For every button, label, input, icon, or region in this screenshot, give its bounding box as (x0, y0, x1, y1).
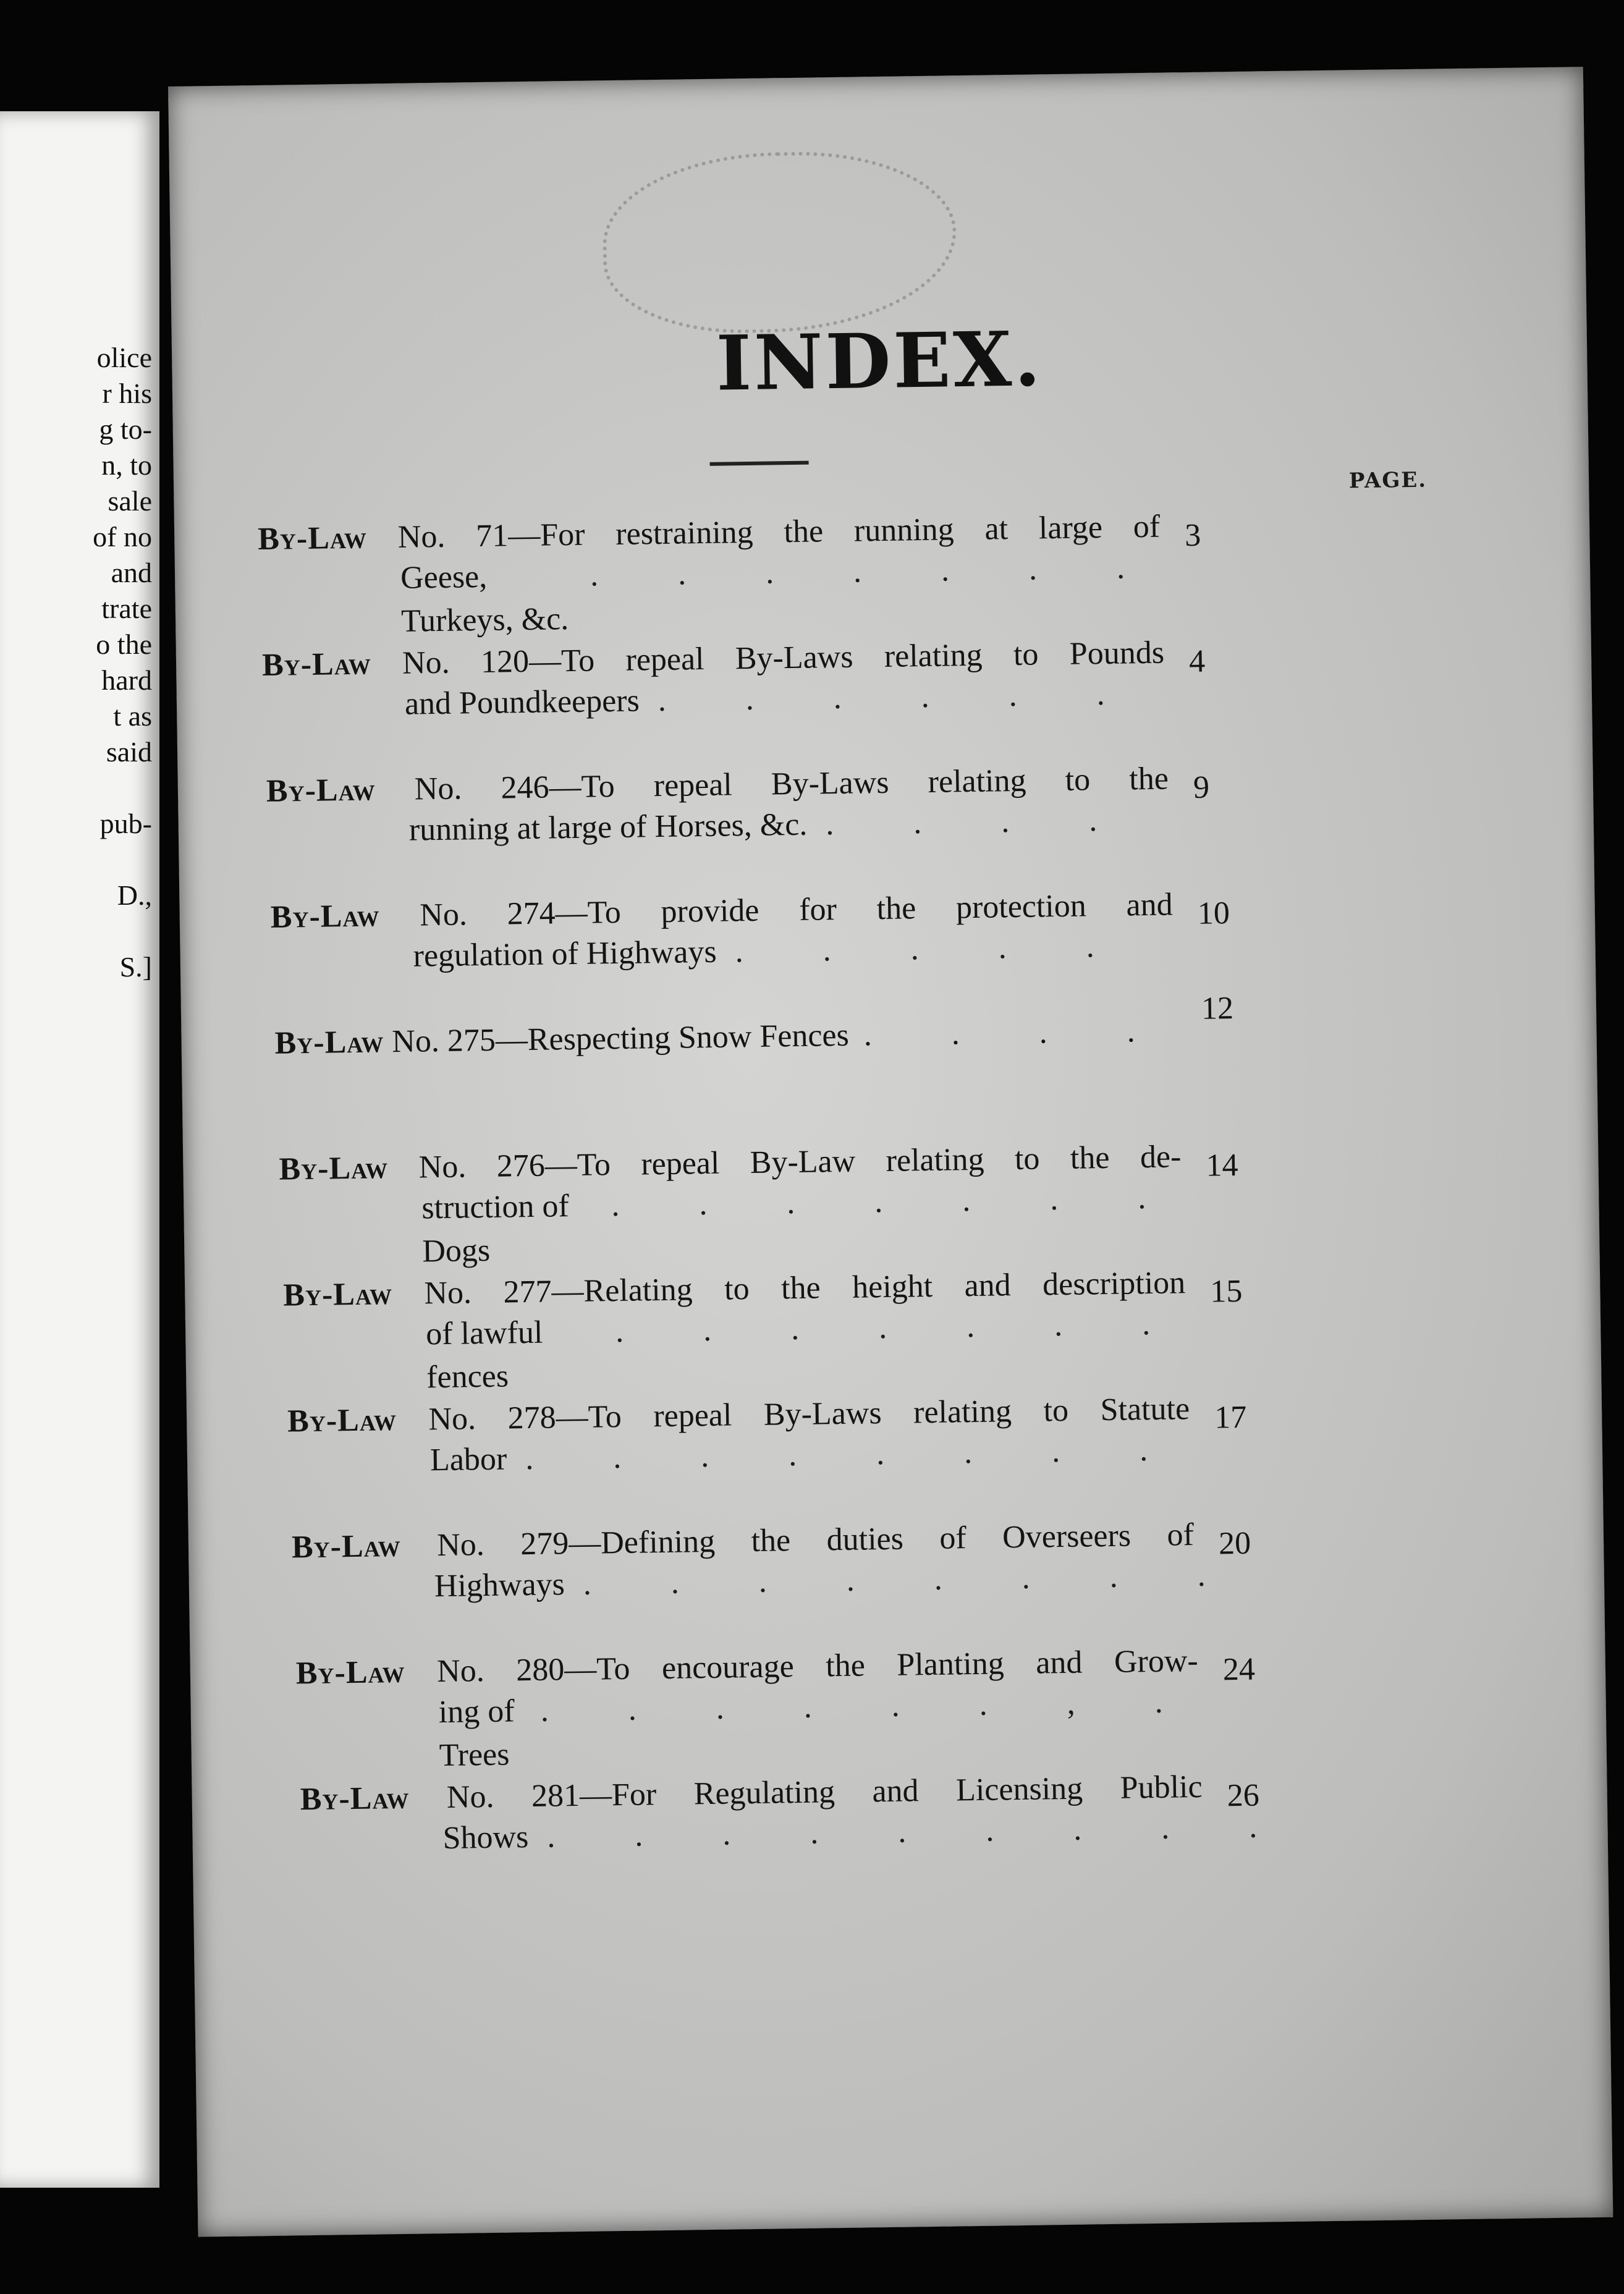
entry-continuation: Labor (429, 1441, 507, 1478)
entry-title: No. 281—For Regulating and Licensing Public (446, 1769, 1203, 1815)
entry-title: No. 120—To repeal By-Laws relating to Pounds (402, 635, 1165, 681)
entry-title: No. 277—Relating to the height and description (424, 1265, 1186, 1311)
index-entry (300, 1763, 1364, 1904)
page-number: 15 (1209, 1273, 1243, 1310)
entry-title: No. 278—To repeal By-Laws relating to Statute (428, 1391, 1190, 1437)
index-entry (287, 1385, 1360, 1526)
page-number: 3 (1184, 517, 1201, 554)
entry-continuation: struction of Dogs (421, 1188, 570, 1269)
page-column-label: PAGE. (1348, 467, 1427, 494)
index-entry (292, 1511, 1361, 1652)
facing-page-line: olice (96, 342, 152, 373)
bylaw-label: By-Law (274, 1024, 384, 1061)
facing-page-line: g to- (99, 413, 152, 445)
entry-continuation-line (421, 1176, 1183, 1273)
bylaw-label: By-Law (291, 1528, 402, 1565)
facing-page (0, 111, 159, 2188)
entry-continuation: Shows (442, 1819, 529, 1856)
dot-leader: . . . . . (735, 928, 1130, 970)
index-entry (274, 991, 1354, 1148)
dot-leader: . . . . (863, 1013, 1172, 1053)
water-stain (602, 150, 958, 335)
page-number: 14 (1206, 1147, 1238, 1183)
entry-continuation: of lawful fences (425, 1314, 543, 1395)
entry-title: No. 246—To repeal By-Laws relating to the (414, 761, 1169, 807)
bylaw-label: By-Law (266, 772, 376, 809)
index-entry (258, 502, 1347, 644)
index-entry (295, 1637, 1363, 1778)
facing-page-line (93, 913, 152, 949)
page-number: 26 (1227, 1777, 1260, 1814)
page-number: 20 (1218, 1525, 1251, 1562)
facing-page-line: said (106, 736, 152, 768)
facing-page-line (93, 770, 152, 806)
entry-title: No. 274—To provide for the protection and (419, 887, 1174, 933)
entry-title: No. 280—To encourage the Planting and Grow- (436, 1643, 1199, 1690)
entry-continuation: and Poundkeepers (404, 683, 640, 722)
index-page (168, 67, 1613, 2237)
dot-leader: . . . . . . . (615, 1306, 1186, 1350)
page-number: 9 (1193, 769, 1210, 805)
entry-continuation-line (426, 1302, 1187, 1399)
facing-page-line: and (111, 557, 152, 588)
facing-page-line: D., (117, 879, 152, 911)
page-number: 12 (1201, 991, 1234, 1026)
facing-page-text (93, 340, 152, 985)
bylaw-label: By-Law (295, 1654, 405, 1691)
page-number: 17 (1214, 1399, 1247, 1436)
facing-page-line: pub- (99, 808, 152, 839)
bylaw-label: By-Law (279, 1150, 389, 1187)
page-number: 4 (1188, 643, 1206, 680)
entry-continuation: Geese, Turkeys, &c. (400, 559, 569, 639)
facing-page-line: r his (102, 378, 152, 409)
index-heading: INDEX. (716, 314, 1044, 408)
index-entry (266, 755, 1350, 895)
index-entry (283, 1259, 1358, 1400)
facing-page-line: t as (113, 700, 152, 732)
dot-leader: . . . . . . . . (525, 1432, 1184, 1477)
heading-rule (710, 461, 809, 466)
dot-leader: . . . . . . , . (540, 1683, 1199, 1729)
index-entry (262, 629, 1349, 769)
facing-page-line (93, 842, 152, 878)
bylaw-label: By-Law (270, 898, 380, 935)
index-entry (270, 881, 1352, 1022)
bylaw-label: By-Law (282, 1276, 393, 1313)
bylaw-label: By-Law (257, 520, 368, 557)
dot-leader: . . . . (825, 802, 1133, 842)
page-number: 24 (1222, 1651, 1256, 1688)
index-entry (279, 1133, 1356, 1274)
facing-page-line: o the (96, 629, 152, 660)
entry-continuation-line (400, 546, 1162, 643)
entry-title: No. 279—Defining the duties of Overseers of (436, 1517, 1195, 1564)
dot-leader: . . . . . . . . . (546, 1808, 1293, 1855)
bylaw-label: By-Law (261, 646, 372, 683)
facing-page-line: of no (93, 521, 152, 552)
page-number: 10 (1197, 895, 1230, 931)
entry-title: No. 71—For restraining the running at large of (397, 509, 1161, 555)
entry-continuation-line (438, 1680, 1199, 1777)
facing-page-line: S.] (119, 951, 152, 983)
dot-leader: . . . . . . . (611, 1180, 1182, 1224)
entry-continuation: running at large of Horses, &c. (408, 806, 808, 848)
dot-leader: . . . . . . . (590, 549, 1161, 593)
dot-leader: . . . . . . (658, 676, 1141, 719)
index-entries (258, 502, 1364, 1904)
entry-title: No. 275—Respecting Snow Fences (391, 1017, 850, 1060)
bylaw-label: By-Law (287, 1402, 397, 1439)
dot-leader: . . . . . . . . (583, 1557, 1242, 1602)
entry-title: No. 276—To repeal By-Law relating to the de- (418, 1139, 1182, 1185)
facing-page-line: n, to (101, 449, 152, 481)
entry-continuation: regulation of Highways (413, 934, 717, 974)
facing-page-line: sale (108, 485, 152, 517)
facing-page-line: hard (101, 664, 152, 696)
entry-continuation: Highways (434, 1567, 565, 1604)
facing-page-line: trate (101, 593, 152, 624)
entry-continuation: ing of Trees (438, 1693, 515, 1774)
bylaw-label: By-Law (300, 1780, 410, 1818)
